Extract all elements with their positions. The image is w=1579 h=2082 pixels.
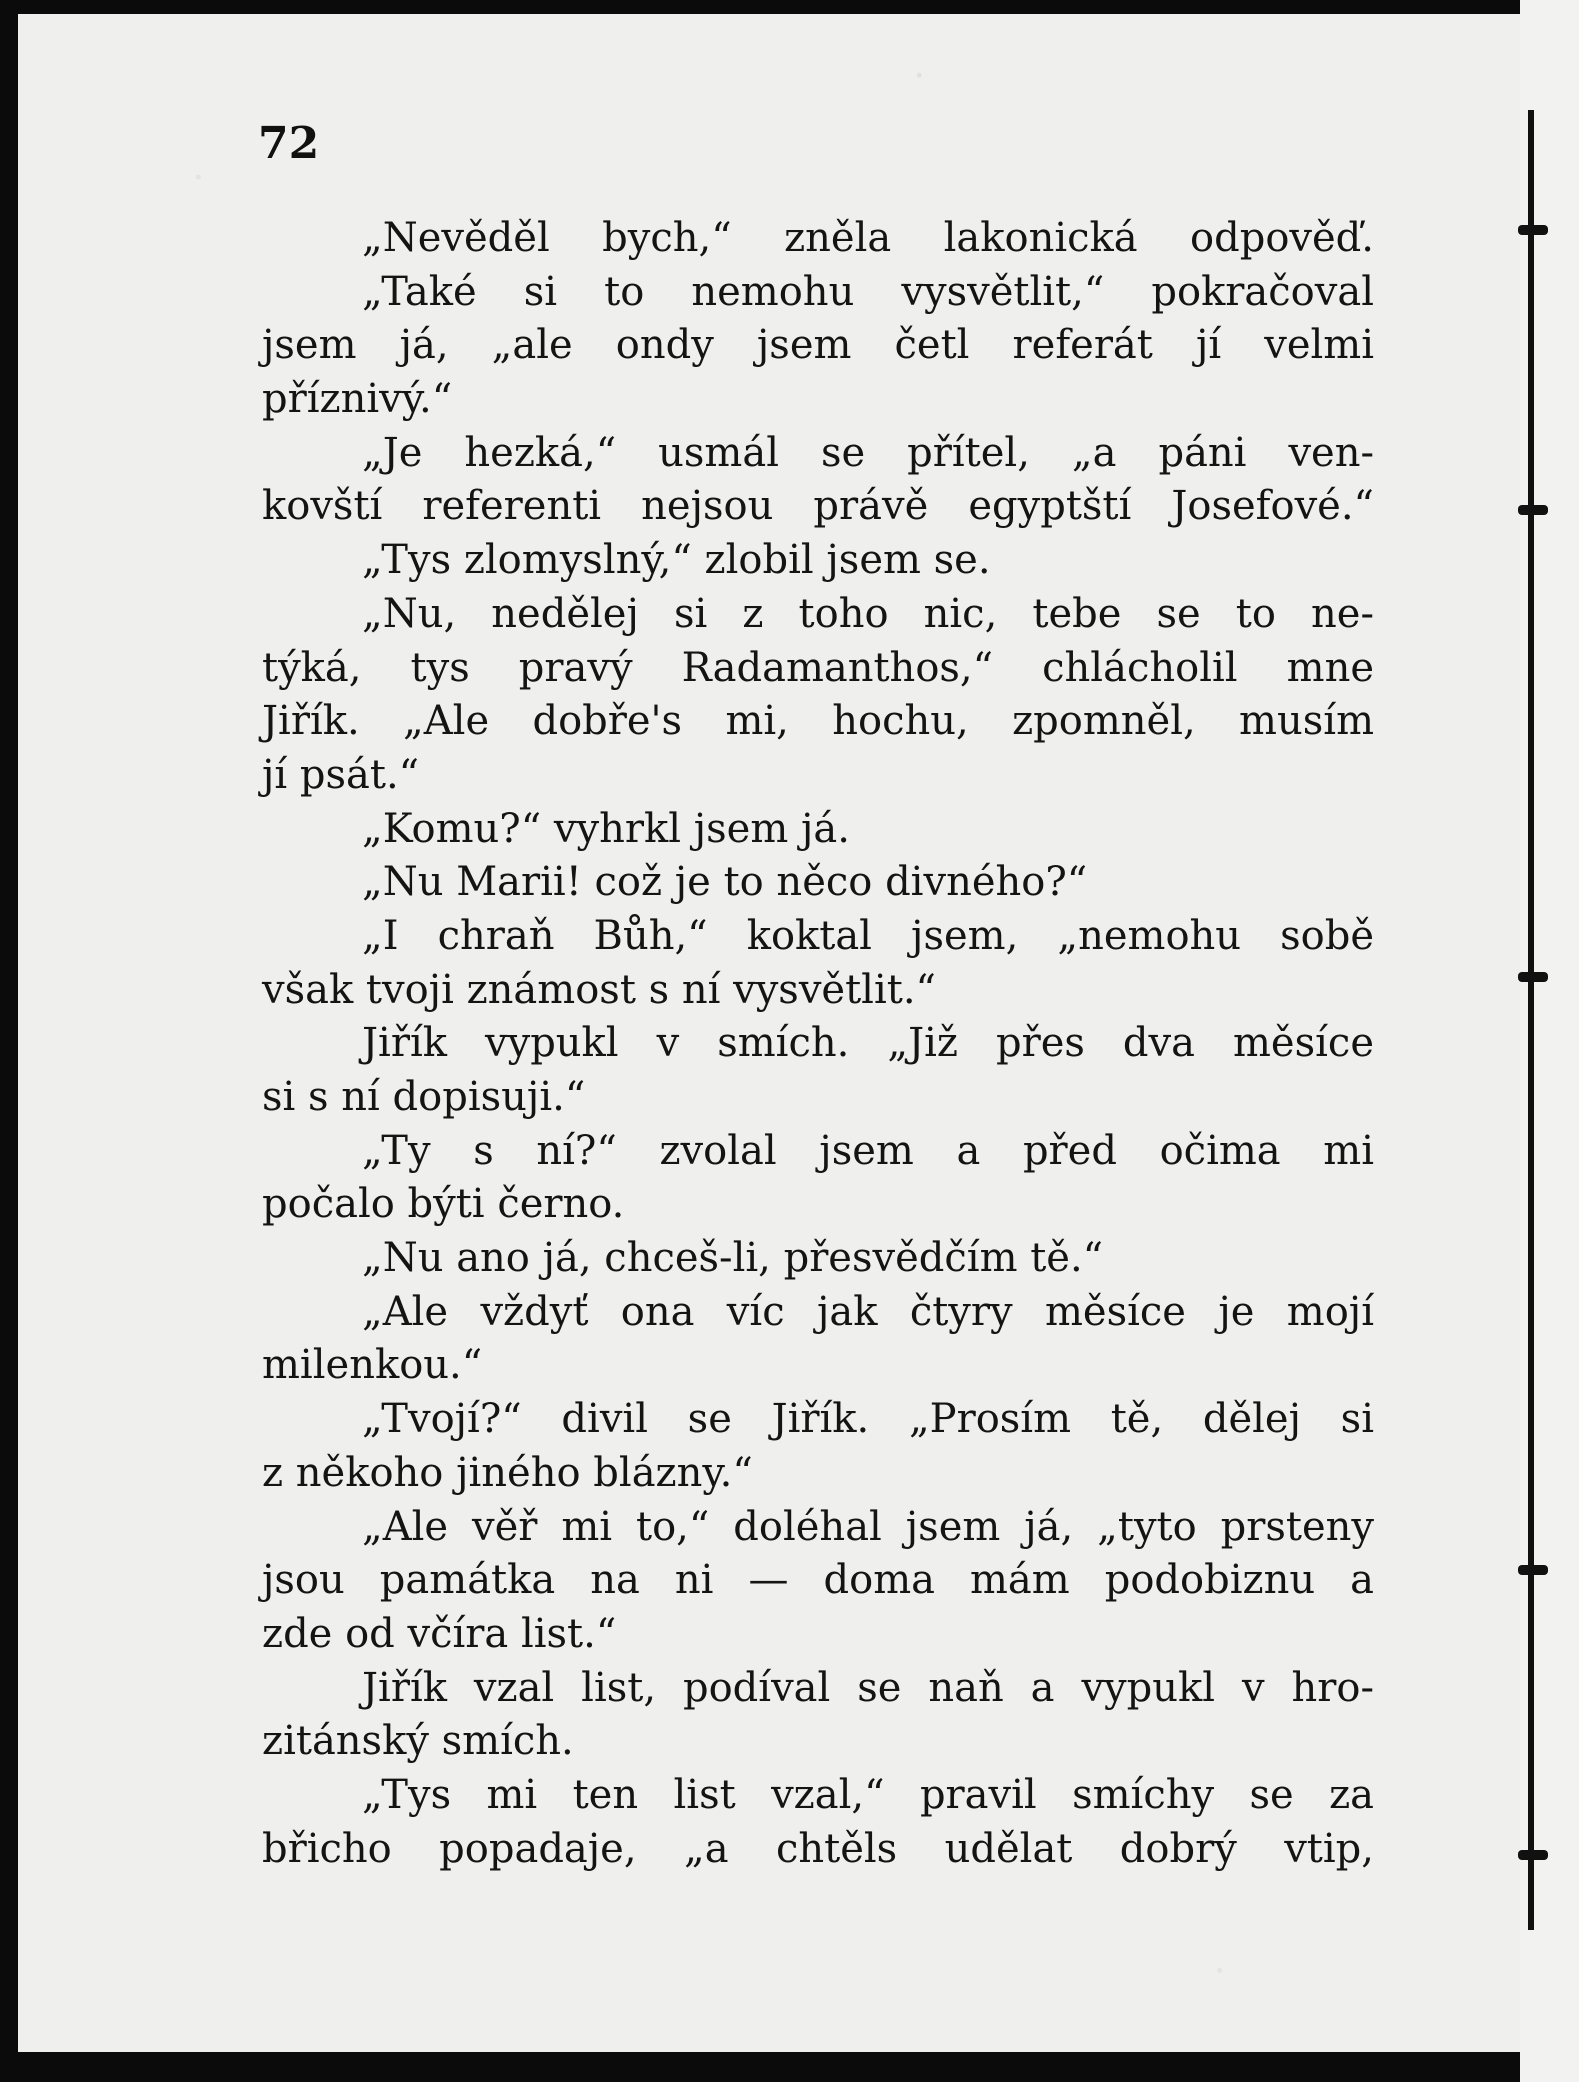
text-line: „Je hezká,“ usmál se přítel, „a páni ven- <box>362 429 1374 476</box>
text-line: zitánský smích. <box>262 1718 574 1765</box>
text-line: „Ale vždyť ona víc jak čtyry měsíce je mojí <box>362 1288 1374 1335</box>
text-line: počalo býti černo. <box>262 1181 625 1228</box>
binding-thread-mark <box>1518 972 1548 982</box>
text-line: břicho popadaje, „a chtěls udělat dobrý vtip, <box>262 1825 1374 1872</box>
body-text <box>262 212 1374 1876</box>
text-line: si s ní dopisuji.“ <box>262 1074 586 1120</box>
binding-thread-mark <box>1518 225 1548 235</box>
text-line: příznivý.“ <box>262 376 453 423</box>
text-line: zde od včíra list.“ <box>262 1610 617 1657</box>
text-line: „I chraň Bůh,“ koktal jsem, „nemohu sobě <box>362 912 1374 959</box>
text-line: „Ale věř mi to,“ doléhal jsem já, „tyto prsteny <box>362 1503 1374 1550</box>
text-line: „Nu ano já, chceš-li, přesvědčím tě.“ <box>362 1235 1104 1282</box>
text-line: však tvoji známost s ní vysvětlit.“ <box>262 966 937 1013</box>
text-line: „Nu, nedělej si z toho nic, tebe se to ne- <box>362 590 1374 637</box>
text-line: týká, tys pravý Radamanthos,“ chlácholil mne <box>262 644 1374 691</box>
text-line: „Nu Marii! což je to něco divného?“ <box>362 859 1088 906</box>
binding-thread-mark <box>1518 505 1548 515</box>
text-line: „Tys mi ten list vzal,“ pravil smíchy se za <box>362 1771 1374 1818</box>
binding-thread-mark <box>1518 1850 1548 1860</box>
text-line: kovští referenti nejsou právě egyptští Josefové.“ <box>262 483 1374 530</box>
text-line: z někoho jiného blázny.“ <box>262 1449 753 1496</box>
text-line: „Ty s ní?“ zvolal jsem a před očima mi <box>362 1127 1374 1174</box>
text-line: Jiřík vzal list, podíval se naň a vypukl v hro- <box>362 1664 1374 1711</box>
text-line: „Tys zlomyslný,“ zlobil jsem se. <box>362 537 991 584</box>
binding-thread-mark <box>1518 1565 1548 1575</box>
text-line: jsou památka na ni — doma mám podobiznu a <box>262 1557 1374 1604</box>
text-line: „Komu?“ vyhrkl jsem já. <box>362 805 850 852</box>
text-line: jí psát.“ <box>262 751 420 798</box>
text-line: jsem já, „ale ondy jsem četl referát jí velmi <box>262 322 1374 369</box>
text-line: „Také si to nemohu vysvětlit,“ pokračoval <box>362 268 1374 315</box>
page-number: 72 <box>258 118 320 169</box>
text-line: Jiřík vypukl v smích. „Již přes dva měsíce <box>362 1020 1374 1067</box>
text-line: Jiřík. „Ale dobře's mi, hochu, zpomněl, musím <box>262 698 1374 745</box>
spine-binding-line <box>1528 110 1534 1930</box>
text-line: „Tvojí?“ divil se Jiřík. „Prosím tě, dělej si <box>362 1396 1374 1443</box>
text-line: milenkou.“ <box>262 1342 483 1389</box>
text-line: „Nevěděl bych,“ zněla lakonická odpověď. <box>362 215 1374 261</box>
